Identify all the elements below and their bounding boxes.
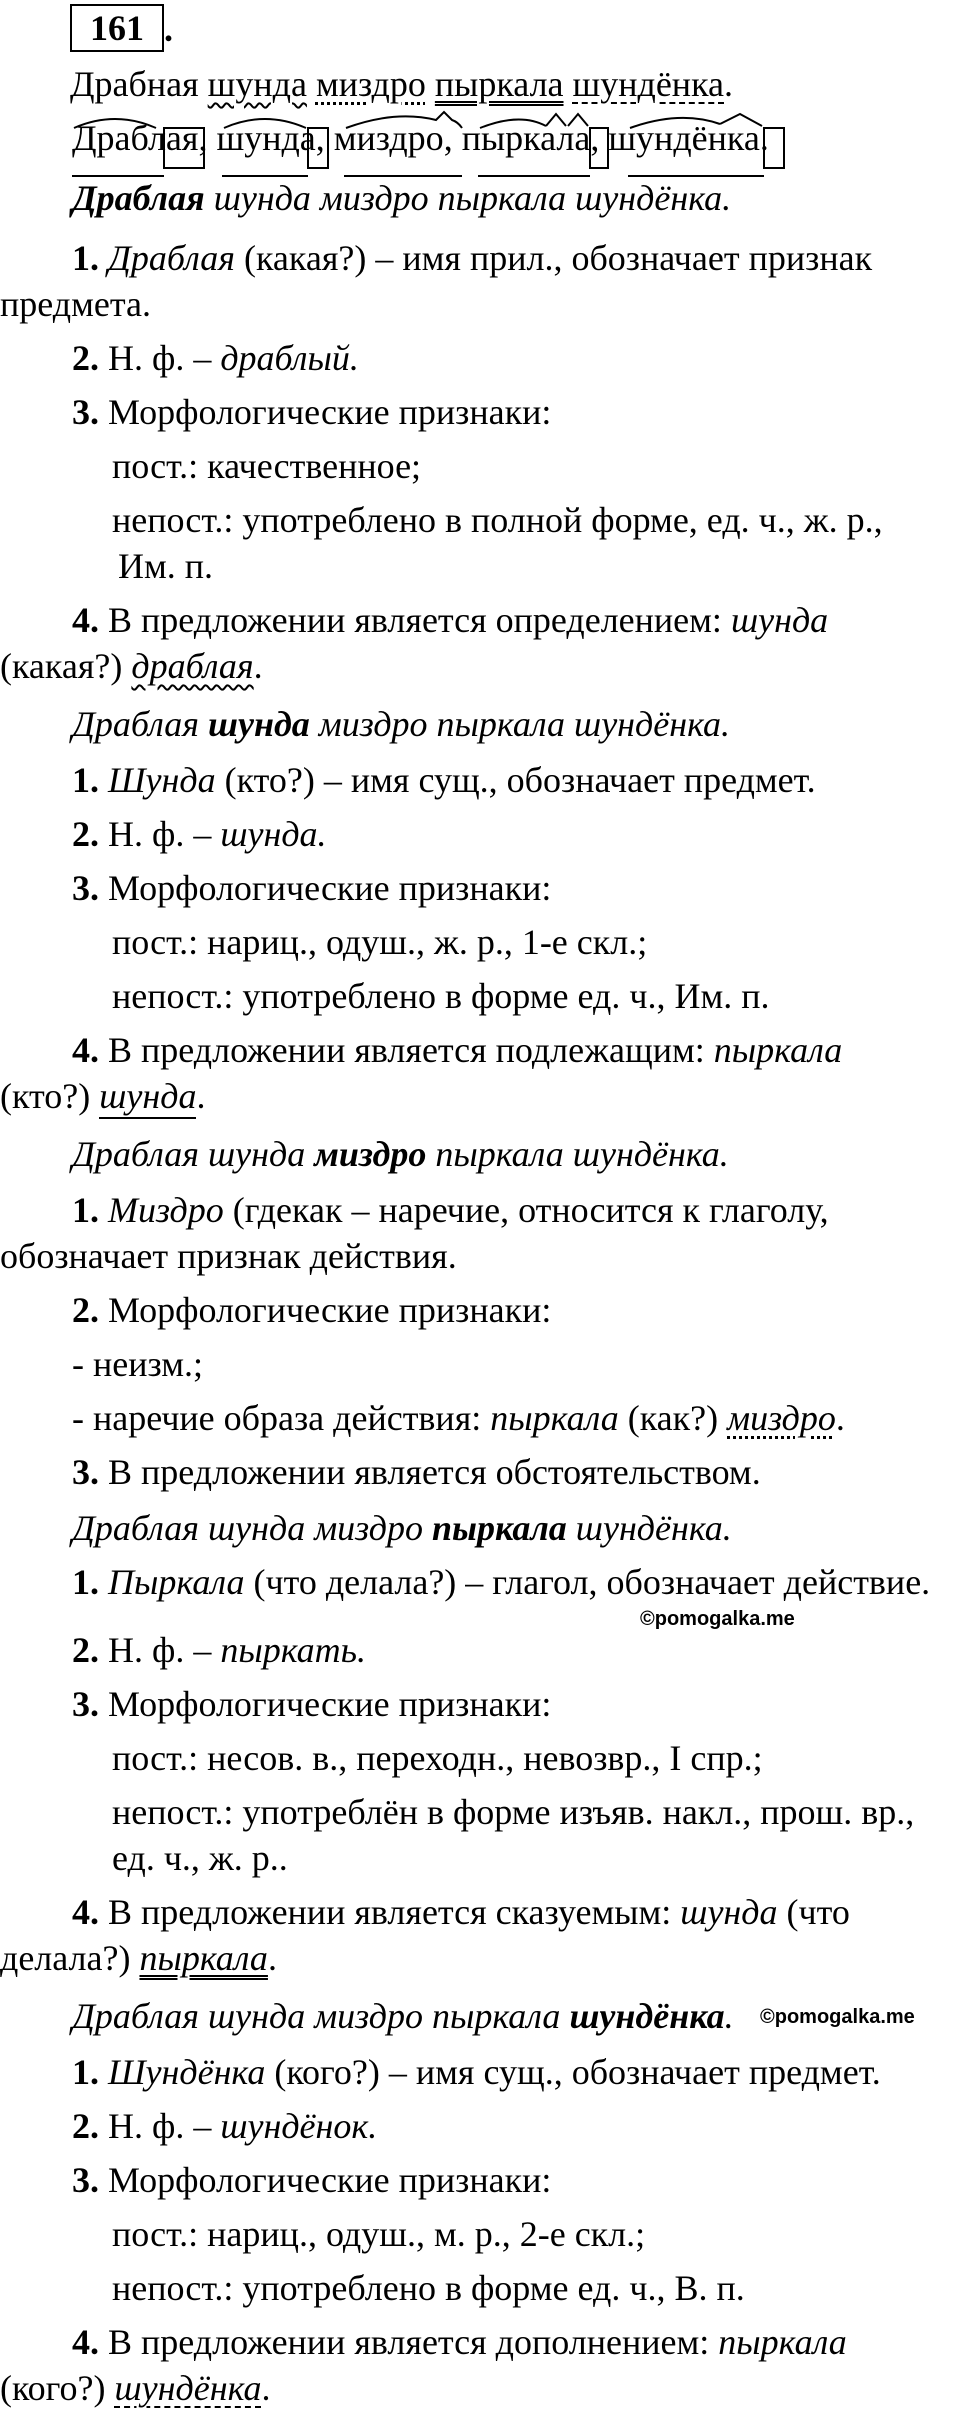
section-5-item-3: 3. Морфологические признаки: (72, 2160, 552, 2200)
section-1-item-1-cont: предмета. (0, 284, 151, 324)
section-5-post: пост.: нариц., одуш., м. р., 2-е скл.; (112, 2214, 646, 2254)
morphemic-word-2: шунда (216, 118, 316, 158)
section-1-nepost: непост.: употреблено в полной форме, ед. ч., ж. р., (112, 500, 883, 540)
sentence-word-3: миздро (315, 64, 426, 104)
section-1-nepost-cont: Им. п. (118, 546, 214, 586)
sentence-word-1: Драбная (70, 64, 199, 104)
section-4-nepost: непост.: употреблён в форме изъяв. накл., прош. вр., (112, 1792, 915, 1832)
sentence-line: Драбная шунда миздро пыркала шундёнка. (70, 64, 733, 104)
section-1-item-2: 2. Н. ф. – драблый. (72, 338, 359, 378)
section-2-item-2: 2. Н. ф. – шунда. (72, 814, 327, 854)
morphemic-word-4: пыркала (461, 118, 591, 158)
section-5-item-4-cont: (кого?) шундёнка. (0, 2368, 271, 2408)
section-3-detail-1: - неизм.; (72, 1344, 203, 1384)
section-4-item-1: 1. Пыркала (что делала?) – глагол, обозначает действие. (72, 1562, 931, 1602)
section-5-item-2: 2. Н. ф. – шундёнок. (72, 2106, 378, 2146)
sentence-word-2: шунда (207, 64, 307, 104)
sentence-word-5: шундёнка (572, 64, 724, 104)
task-number-dot: . (164, 9, 173, 49)
task-number: 161 (70, 4, 164, 52)
section-2-item-1: 1. Шунда (кто?) – имя сущ., обозначает предмет. (72, 760, 816, 800)
section-2-post: пост.: нариц., одуш., ж. р., 1-е скл.; (112, 922, 648, 962)
section-1-post: пост.: качественное; (112, 446, 422, 486)
watermark-1: ©pomogalka.me (640, 1608, 795, 1630)
section-2-item-4-cont: (кто?) шунда. (0, 1076, 205, 1116)
section-5-header: Драблая шунда миздро пыркала шундёнка. (72, 1996, 734, 2036)
section-4-nepost-cont: ед. ч., ж. р.. (112, 1838, 288, 1878)
section-3-item-2: 2. Морфологические признаки: (72, 1290, 552, 1330)
section-4-item-2: 2. Н. ф. – пыркать. (72, 1630, 367, 1670)
section-4-item-4-cont: делала?) пыркала. (0, 1938, 277, 1978)
morphemic-word-1: Драблая (72, 118, 199, 158)
watermark-2: ©pomogalka.me (760, 2006, 915, 2028)
sentence-word-4: пыркала (434, 64, 564, 104)
morphemic-words: Драблая, шунда, миздро, пыркала, шундёнка. (72, 118, 769, 158)
section-1-item-1: 1. Драблая (какая?) – имя прил., обозначает признак (72, 238, 873, 278)
morphemic-word-5: шундёнка (608, 118, 760, 158)
section-2-header: Драблая шунда миздро пыркала шундёнка. (72, 704, 731, 744)
section-4-item-3: 3. Морфологические признаки: (72, 1684, 552, 1724)
section-1-item-3: 3. Морфологические признаки: (72, 392, 552, 432)
section-2-nepost: непост.: употреблено в форме ед. ч., Им. п. (112, 976, 770, 1016)
section-1-header: Драблая шунда миздро пыркала шундёнка. (72, 178, 732, 218)
section-3-header: Драблая шунда миздро пыркала шундёнка. (72, 1134, 729, 1174)
section-3-detail-2: - наречие образа действия: пыркала (как?) миздро. (72, 1398, 845, 1438)
section-2-item-3: 3. Морфологические признаки: (72, 868, 552, 908)
section-5-nepost: непост.: употреблено в форме ед. ч., В. п. (112, 2268, 745, 2308)
section-4-post: пост.: несов. в., переходн., невозвр., I спр.; (112, 1738, 763, 1778)
section-3-item-1: 1. Миздро (гдекак – наречие, относится к глаголу, (72, 1190, 829, 1230)
section-4-item-4: 4. В предложении является сказуемым: шунда (что (72, 1892, 850, 1932)
section-5-item-4: 4. В предложении является дополнением: пыркала (72, 2322, 847, 2362)
section-3-item-3: 3. В предложении является обстоятельством. (72, 1452, 761, 1492)
section-4-header: Драблая шунда миздро пыркала шундёнка. (72, 1508, 732, 1548)
section-2-item-4: 4. В предложении является подлежащим: пыркала (72, 1030, 843, 1070)
section-5-item-1: 1. Шундёнка (кого?) – имя сущ., обозначает предмет. (72, 2052, 881, 2092)
morphemic-word-3: миздро (333, 118, 444, 158)
section-3-item-1-cont: обозначает признак действия. (0, 1236, 457, 1276)
section-1-item-4: 4. В предложении является определением: шунда (72, 600, 829, 640)
section-1-item-4-cont: (какая?) драблая. (0, 646, 263, 686)
